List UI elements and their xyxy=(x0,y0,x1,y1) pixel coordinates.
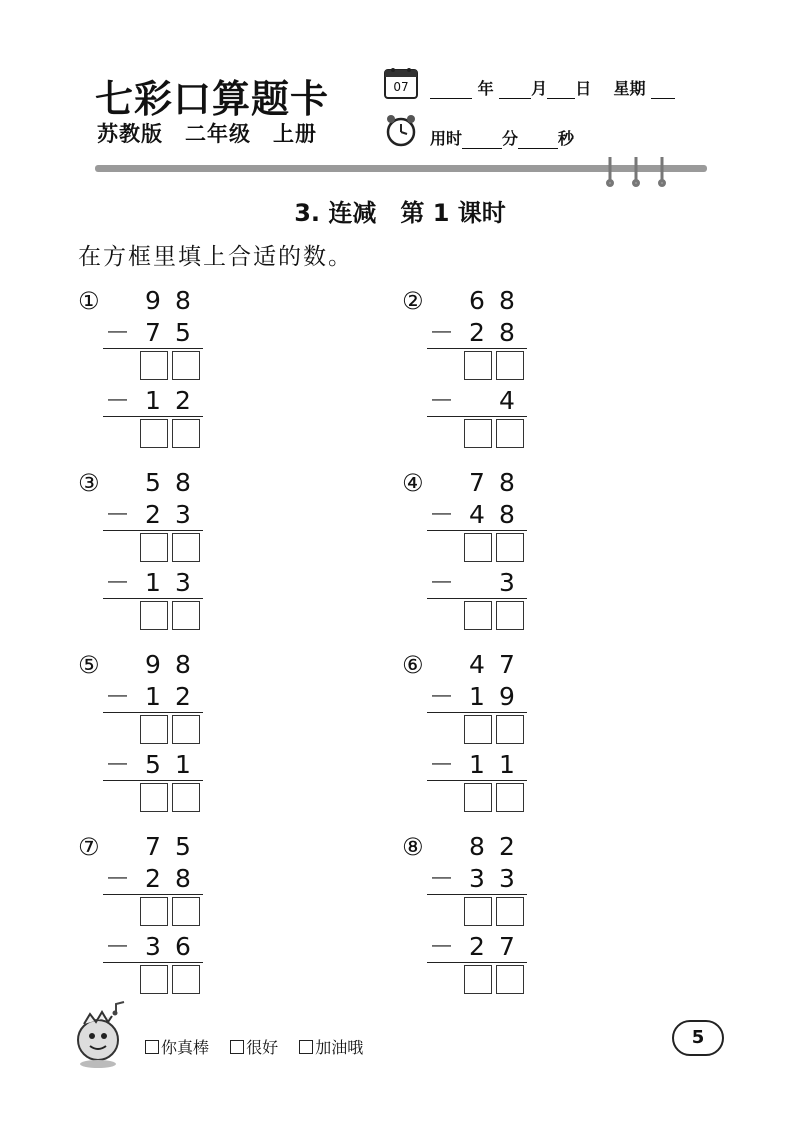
answer-box[interactable] xyxy=(140,533,168,562)
digit: 2 xyxy=(499,832,515,861)
digit: 4 xyxy=(499,386,515,415)
underline xyxy=(427,530,527,531)
underline xyxy=(427,780,527,781)
digit: 8 xyxy=(499,318,515,347)
day-label: 日 xyxy=(575,79,592,98)
second-subtrahend-row xyxy=(103,750,191,779)
first-subtrahend-row xyxy=(427,864,515,893)
minuend-row xyxy=(103,832,191,861)
digit: 7 xyxy=(145,318,161,347)
minus-sign: － xyxy=(429,864,455,893)
minutes-label: 分 xyxy=(502,129,519,148)
digit: 1 xyxy=(469,750,485,779)
digit: 8 xyxy=(499,286,515,315)
second-subtrahend-row xyxy=(427,568,515,597)
time-used-label: 用时 xyxy=(430,129,463,148)
digit: 7 xyxy=(499,932,515,961)
year-label: 年 xyxy=(477,79,494,98)
answer-box[interactable] xyxy=(496,897,524,926)
answer-box[interactable] xyxy=(464,533,492,562)
answer-box[interactable] xyxy=(172,419,200,448)
edition-label: 苏教版 二年级 上册 xyxy=(97,122,317,146)
answer-box[interactable] xyxy=(172,965,200,994)
underline xyxy=(427,894,527,895)
answer-box[interactable] xyxy=(464,419,492,448)
digit: 4 xyxy=(469,650,485,679)
answer-box[interactable] xyxy=(464,965,492,994)
time-fill-line xyxy=(430,126,574,149)
eval-option-good[interactable]: 很好 xyxy=(230,1038,278,1057)
answer-box[interactable] xyxy=(464,601,492,630)
underline xyxy=(103,780,203,781)
digit: 2 xyxy=(145,500,161,529)
answer-box[interactable] xyxy=(172,533,200,562)
first-subtrahend-row xyxy=(103,318,191,347)
underline xyxy=(427,712,527,713)
seconds-blank[interactable] xyxy=(518,134,558,149)
second-subtrahend-row xyxy=(427,386,515,415)
digit: 5 xyxy=(175,832,191,861)
problem-number: ② xyxy=(402,287,424,315)
digit: 5 xyxy=(145,750,161,779)
answer-box[interactable] xyxy=(140,715,168,744)
underline xyxy=(427,962,527,963)
problem xyxy=(402,833,562,993)
minus-sign: － xyxy=(429,682,455,711)
digit: 9 xyxy=(499,682,515,711)
underline xyxy=(427,598,527,599)
digit: 1 xyxy=(175,750,191,779)
minuend-row xyxy=(103,286,191,315)
answer-box[interactable] xyxy=(140,419,168,448)
digit: 8 xyxy=(499,468,515,497)
digit: 8 xyxy=(469,832,485,861)
minuend-row xyxy=(103,468,191,497)
day-blank[interactable] xyxy=(547,84,575,99)
first-subtrahend-row xyxy=(427,500,515,529)
eval-option-great[interactable]: 你真棒 xyxy=(145,1038,209,1057)
answer-box[interactable] xyxy=(172,351,200,380)
minus-sign: － xyxy=(105,682,131,711)
self-evaluation xyxy=(145,1035,379,1058)
digit: 2 xyxy=(175,682,191,711)
answer-box[interactable] xyxy=(140,351,168,380)
underline xyxy=(103,962,203,963)
answer-box[interactable] xyxy=(464,715,492,744)
answer-box[interactable] xyxy=(464,351,492,380)
answer-box[interactable] xyxy=(172,601,200,630)
second-subtrahend-row xyxy=(427,750,515,779)
answer-box[interactable] xyxy=(140,601,168,630)
minus-sign: － xyxy=(105,386,131,415)
minus-sign: － xyxy=(105,568,131,597)
minuend-row xyxy=(103,650,191,679)
minus-sign: － xyxy=(105,864,131,893)
minus-sign: － xyxy=(429,500,455,529)
digit: 8 xyxy=(175,468,191,497)
minuend-row xyxy=(427,286,515,315)
answer-box[interactable] xyxy=(172,783,200,812)
digit: 1 xyxy=(145,386,161,415)
digit: 9 xyxy=(145,650,161,679)
digit: 2 xyxy=(175,386,191,415)
checkbox-icon[interactable] xyxy=(299,1040,313,1054)
problem-number: ③ xyxy=(78,469,100,497)
minutes-blank[interactable] xyxy=(462,134,502,149)
digit: 3 xyxy=(145,932,161,961)
month-blank[interactable] xyxy=(499,84,531,99)
second-subtrahend-row xyxy=(103,932,191,961)
digit: 3 xyxy=(175,568,191,597)
digit: 7 xyxy=(499,650,515,679)
underline xyxy=(103,530,203,531)
underline xyxy=(103,416,203,417)
problem xyxy=(78,287,238,447)
checkbox-icon[interactable] xyxy=(230,1040,244,1054)
minus-sign: － xyxy=(429,568,455,597)
answer-box[interactable] xyxy=(496,419,524,448)
digit: 1 xyxy=(499,750,515,779)
calendar-day: 07 xyxy=(393,80,409,94)
answer-box[interactable] xyxy=(496,965,524,994)
underline xyxy=(427,348,527,349)
lesson-title: 3. 连减 第 1 课时 xyxy=(294,199,506,227)
answer-box[interactable] xyxy=(172,715,200,744)
minus-sign: － xyxy=(429,932,455,961)
problem xyxy=(402,287,562,447)
answer-box[interactable] xyxy=(496,715,524,744)
second-subtrahend-row xyxy=(103,568,191,597)
problem-number: ⑤ xyxy=(78,651,100,679)
underline xyxy=(103,348,203,349)
digit: 8 xyxy=(175,650,191,679)
second-subtrahend-row xyxy=(427,932,515,961)
answer-box[interactable] xyxy=(464,783,492,812)
digit: 8 xyxy=(175,286,191,315)
minus-sign: － xyxy=(429,318,455,347)
digit: 5 xyxy=(145,468,161,497)
digit: 2 xyxy=(469,318,485,347)
problem-number: ① xyxy=(78,287,100,315)
weekday-blank[interactable] xyxy=(651,84,675,99)
problem-number: ⑧ xyxy=(402,833,424,861)
first-subtrahend-row xyxy=(427,682,515,711)
digit: 4 xyxy=(469,500,485,529)
digit: 3 xyxy=(499,864,515,893)
calendar-icon xyxy=(383,66,419,100)
first-subtrahend-row xyxy=(103,500,191,529)
second-subtrahend-row xyxy=(103,386,191,415)
page-number: 5 xyxy=(672,1020,724,1056)
underline xyxy=(427,416,527,417)
answer-box[interactable] xyxy=(140,965,168,994)
problem xyxy=(402,469,562,629)
first-subtrahend-row xyxy=(427,318,515,347)
answer-box[interactable] xyxy=(496,601,524,630)
month-label: 月 xyxy=(531,79,548,98)
answer-box[interactable] xyxy=(140,783,168,812)
digit: 3 xyxy=(499,568,515,597)
digit: 3 xyxy=(175,500,191,529)
first-subtrahend-row xyxy=(103,864,191,893)
year-blank[interactable] xyxy=(430,84,472,99)
answer-box[interactable] xyxy=(140,897,168,926)
mascot-icon xyxy=(70,1000,132,1070)
minuend-row xyxy=(427,650,515,679)
minus-sign: － xyxy=(105,750,131,779)
answer-box[interactable] xyxy=(496,351,524,380)
minuend-row xyxy=(427,468,515,497)
checkbox-icon[interactable] xyxy=(145,1040,159,1054)
minus-sign: － xyxy=(105,318,131,347)
minuend-row xyxy=(427,832,515,861)
problem xyxy=(402,651,562,811)
problem-number: ⑦ xyxy=(78,833,100,861)
digit: 5 xyxy=(175,318,191,347)
digit: 8 xyxy=(499,500,515,529)
brand-title: 七彩口算题卡 xyxy=(95,76,330,121)
digit: 8 xyxy=(175,864,191,893)
minus-sign: － xyxy=(429,386,455,415)
digit: 3 xyxy=(469,864,485,893)
binder-rings-icon xyxy=(598,155,678,187)
answer-box[interactable] xyxy=(496,783,524,812)
digit: 7 xyxy=(145,832,161,861)
problem xyxy=(78,469,238,629)
digit: 7 xyxy=(469,468,485,497)
digit: 2 xyxy=(145,864,161,893)
weekday-label: 星期 xyxy=(613,79,646,98)
minus-sign: － xyxy=(429,750,455,779)
minus-sign: － xyxy=(105,500,131,529)
first-subtrahend-row xyxy=(103,682,191,711)
digit: 6 xyxy=(469,286,485,315)
digit: 2 xyxy=(469,932,485,961)
problem-number: ⑥ xyxy=(402,651,424,679)
date-fill-line xyxy=(430,76,675,99)
digit: 1 xyxy=(145,568,161,597)
eval-option-keep-going[interactable]: 加油哦 xyxy=(299,1038,363,1057)
underline xyxy=(103,894,203,895)
underline xyxy=(103,598,203,599)
answer-box[interactable] xyxy=(464,897,492,926)
underline xyxy=(103,712,203,713)
digit: 6 xyxy=(175,932,191,961)
digit: 1 xyxy=(145,682,161,711)
digit: 9 xyxy=(145,286,161,315)
problem xyxy=(78,651,238,811)
digit: 1 xyxy=(469,682,485,711)
seconds-label: 秒 xyxy=(558,129,575,148)
answer-box[interactable] xyxy=(172,897,200,926)
problem xyxy=(78,833,238,993)
minus-sign: － xyxy=(105,932,131,961)
instruction: 在方框里填上合适的数。 xyxy=(78,244,353,270)
problem-number: ④ xyxy=(402,469,424,497)
answer-box[interactable] xyxy=(496,533,524,562)
alarm-clock-icon xyxy=(383,112,419,148)
